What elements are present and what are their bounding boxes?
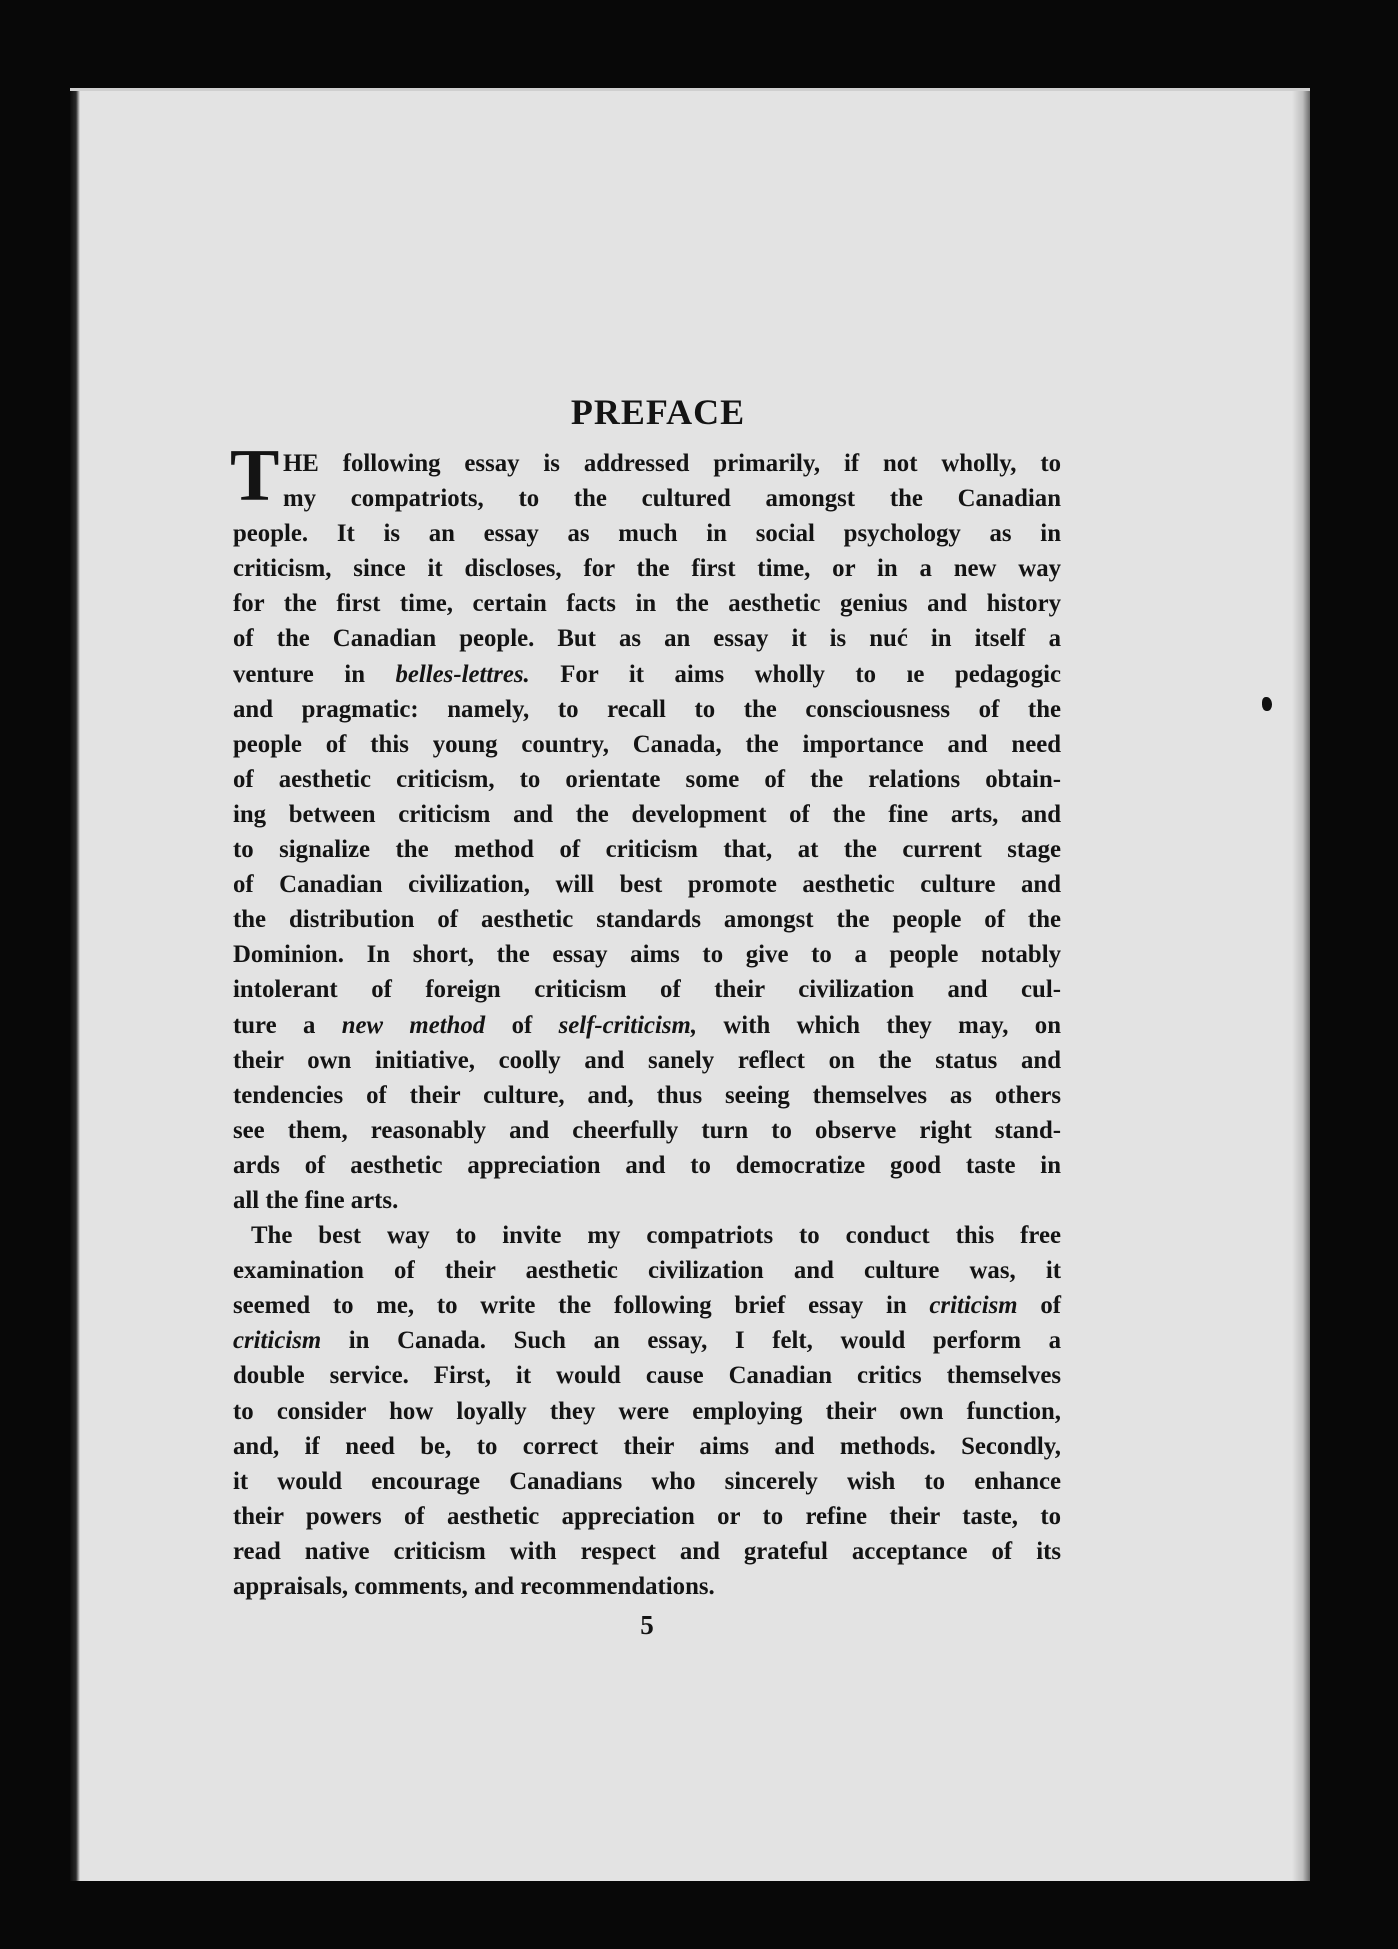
- ink-speck: [1262, 697, 1272, 711]
- text-fragment: of: [485, 1011, 559, 1039]
- text-line: their powers of aesthetic appreciation or to refine their taste, to: [233, 1502, 1061, 1530]
- text-line: [233, 1288, 1061, 1323]
- text-line: and pragmatic: namely, to recall to the consciousness of the: [233, 695, 1061, 723]
- text-line: The best way to invite my compatriots to conduct this free: [251, 1222, 1061, 1250]
- text-fragment: of: [1017, 1292, 1061, 1320]
- italic-text: self-criticism,: [558, 1011, 698, 1039]
- text-line: double service. First, it would cause Canadian critics themselves: [233, 1362, 1061, 1390]
- text-fragment: venture in: [233, 660, 396, 688]
- text-line: their own initiative, coolly and sanely reflect on the status and: [233, 1046, 1061, 1074]
- page-number: 5: [640, 1610, 654, 1641]
- italic-text: new method: [341, 1011, 486, 1039]
- text-line: and, if need be, to correct their aims and methods. Secondly,: [233, 1432, 1061, 1460]
- text-line: the distribution of aesthetic standards amongst the people of the: [233, 906, 1061, 934]
- text-line: read native criticism with respect and grateful acceptance of its: [233, 1537, 1061, 1565]
- text-line: see them, reasonably and cheerfully turn to observe right stand-: [233, 1116, 1061, 1144]
- text-line: [233, 1323, 1061, 1358]
- text-line: of aesthetic criticism, to orientate some of the relations obtain-: [233, 765, 1061, 793]
- text-line: [233, 657, 1061, 692]
- text-line: tendencies of their culture, and, thus seeing themselves as others: [233, 1081, 1061, 1109]
- text-fragment: For it aims wholly to ıe pedagogic: [529, 660, 1061, 688]
- text-line: ards of aesthetic appreciation and to democratize good taste in: [233, 1151, 1061, 1179]
- italic-text: belles-lettres.: [395, 660, 530, 688]
- text-line: to consider how loyally they were employing their own function,: [233, 1397, 1061, 1425]
- text-line: for the first time, certain facts in the aesthetic genius and history: [233, 590, 1061, 618]
- text-line: ing between criticism and the development of the fine arts, and: [233, 800, 1061, 828]
- page-title: PREFACE: [570, 392, 746, 432]
- text-line: my compatriots, to the cultured amongst the Canadian: [283, 485, 1061, 513]
- text-line: [233, 1008, 1061, 1043]
- text-line: appraisals, comments, and recommendations.: [233, 1573, 715, 1600]
- italic-text: criticism: [233, 1327, 322, 1355]
- text-line: criticism, since it discloses, for the first time, or in a new way: [233, 555, 1061, 583]
- text-line: people of this young country, Canada, the importance and need: [233, 730, 1061, 758]
- text-line: examination of their aesthetic civilization and culture was, it: [233, 1257, 1061, 1285]
- text-line: to signalize the method of criticism that, at the current stage: [233, 836, 1061, 864]
- text-fragment: seemed to me, to write the following brief essay in: [233, 1292, 930, 1320]
- page-right-edge: [1292, 91, 1310, 1881]
- italic-text: criticism: [929, 1292, 1018, 1320]
- drop-cap: T: [230, 435, 280, 517]
- text-line: Dominion. In short, the essay aims to give to a people notably: [233, 941, 1061, 969]
- page-spine-shadow: [70, 91, 80, 1881]
- text-fragment: in Canada. Such an essay, I felt, would perform a: [321, 1327, 1061, 1355]
- text-fragment: with which they may, on: [697, 1011, 1061, 1039]
- text-line: of Canadian civilization, will best promote aesthetic culture and: [233, 871, 1061, 899]
- text-line: of the Canadian people. But as an essay it is nuć in itself a: [233, 625, 1061, 653]
- text-line: HE following essay is addressed primarily, if not wholly, to: [283, 450, 1061, 477]
- text-fragment: ture a: [233, 1011, 342, 1039]
- text-line: it would encourage Canadians who sincerely wish to enhance: [233, 1467, 1061, 1495]
- preface-text-block: [230, 390, 1061, 1643]
- paragraph-2: [233, 1218, 1061, 1604]
- text-line: people. It is an essay as much in social psychology as in: [233, 520, 1061, 548]
- text-line: all the fine arts.: [233, 1186, 399, 1214]
- paragraph-1: [230, 435, 1061, 1218]
- text-line: intolerant of foreign criticism of their civilization and cul-: [233, 976, 1061, 1004]
